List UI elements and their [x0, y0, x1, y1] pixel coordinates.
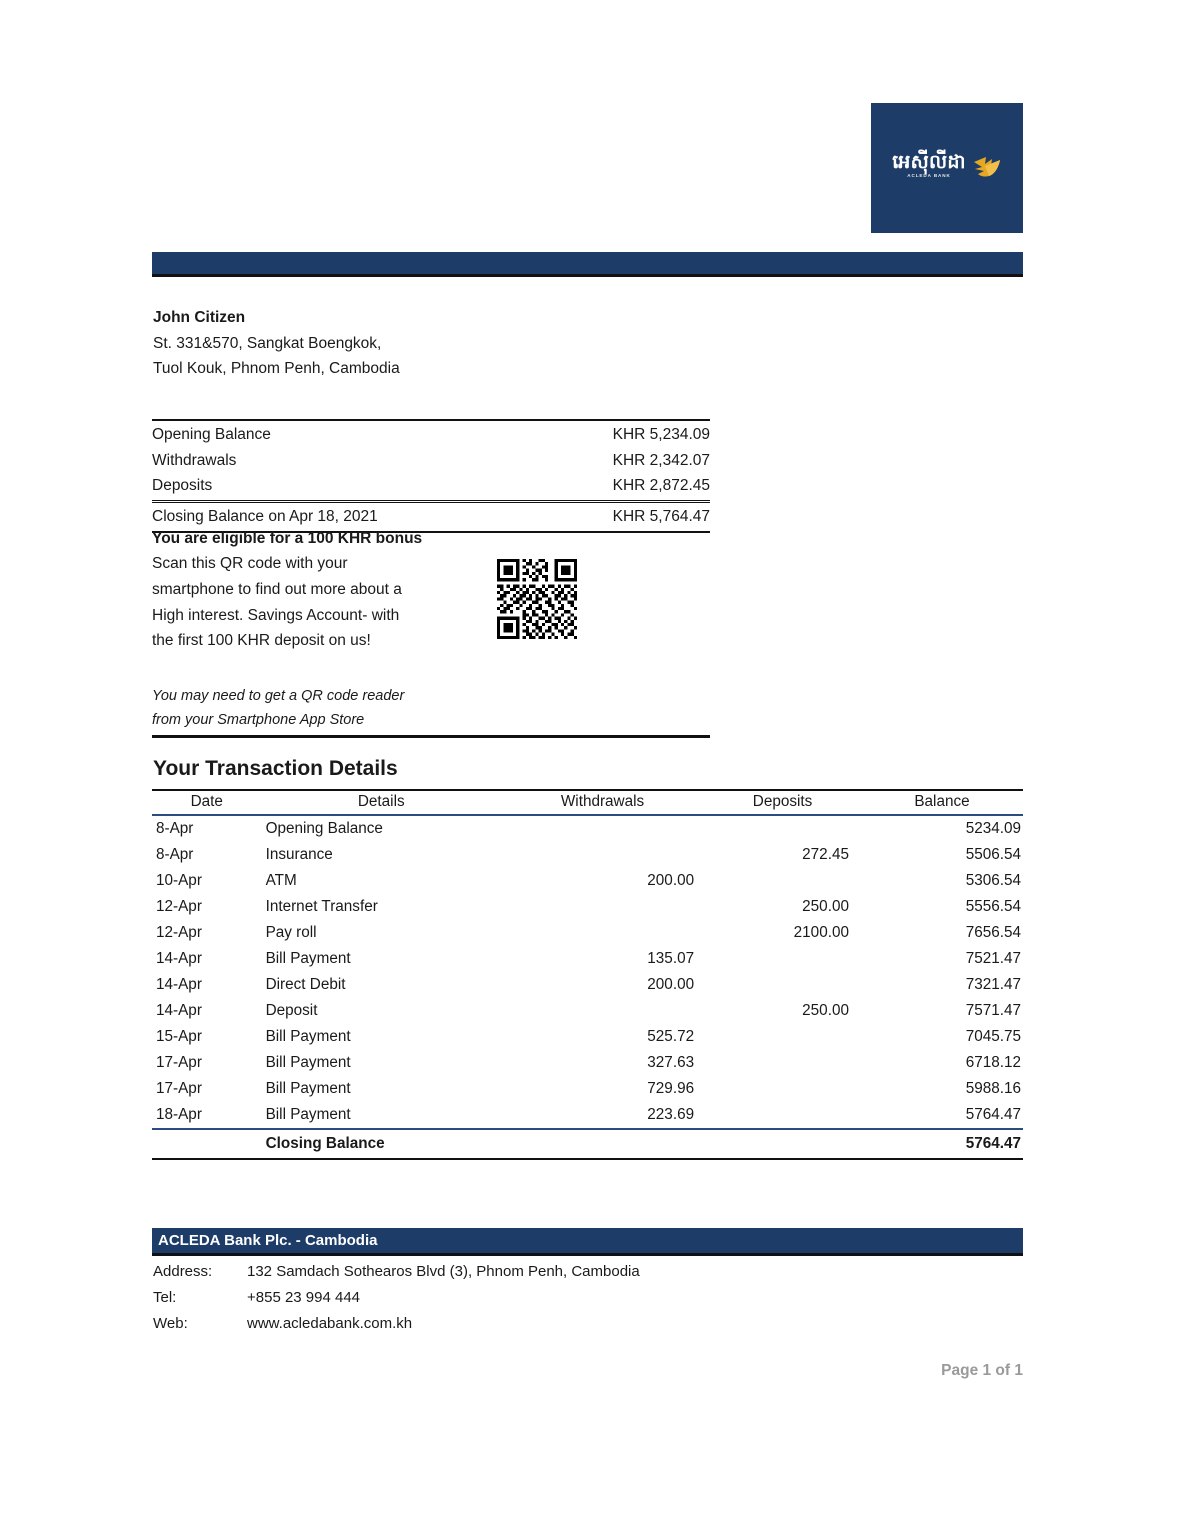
cell-deposits	[704, 1129, 861, 1159]
cell-withdrawals	[501, 894, 704, 920]
footer-tel-label: Tel:	[153, 1289, 177, 1306]
cell-balance: 5988.16	[965, 1080, 1021, 1097]
promo-heading: You are eligible for a 100 KHR bonus	[152, 530, 423, 547]
summary-row-withdrawals	[152, 448, 710, 474]
cell-withdrawals	[501, 998, 704, 1024]
cell-balance: 7571.47	[965, 1002, 1021, 1019]
column-header-details: Details	[262, 790, 501, 815]
promo-bottom-divider	[152, 735, 710, 738]
summary-row-opening	[152, 422, 710, 448]
cell-date: 14-Apr	[156, 976, 202, 993]
footer-web-value[interactable]: www.acledabank.com.kh	[247, 1315, 413, 1332]
cell-date: 12-Apr	[156, 924, 202, 941]
summary-mid-divider	[152, 500, 710, 504]
logo-inner	[892, 153, 1002, 179]
table-row	[152, 1076, 1023, 1102]
transactions-table-body	[152, 815, 1023, 1159]
cell-date: 17-Apr	[156, 1080, 202, 1097]
cell-date: 18-Apr	[152, 1102, 262, 1129]
column-header-date: Date	[152, 790, 262, 815]
customer-address-line-2: Tuol Kouk, Phnom Penh, Cambodia	[153, 360, 400, 377]
page-number: Page 1 of 1	[941, 1362, 1023, 1379]
cell-deposits	[704, 1102, 861, 1129]
closing-balance-row	[152, 1129, 1023, 1159]
column-header-deposits: Deposits	[704, 790, 861, 815]
cell-deposits: 250.00	[802, 1002, 849, 1019]
header-bar	[152, 252, 1023, 277]
cell-balance: 7656.54	[965, 924, 1021, 941]
table-row	[152, 815, 1023, 842]
summary-amount-closing: KHR 5,764.47	[612, 508, 710, 526]
cell-deposits	[704, 1050, 861, 1076]
summary-label-withdrawals: Withdrawals	[152, 451, 237, 469]
qr-promo-block	[152, 526, 710, 738]
summary-label-closing: Closing Balance on Apr 18, 2021	[152, 508, 378, 526]
cell-deposits	[704, 1024, 861, 1050]
cell-date: 14-Apr	[156, 950, 202, 967]
cell-date: 12-Apr	[156, 898, 202, 915]
cell-balance: 5764.47	[861, 1129, 1023, 1159]
transactions-table-wrap	[152, 789, 1023, 1160]
transactions-table	[152, 789, 1023, 1160]
cell-balance: 6718.12	[965, 1054, 1021, 1071]
cell-deposits	[704, 815, 861, 842]
table-row	[152, 920, 1023, 946]
footer-address-value: 132 Samdach Sothearos Blvd (3), Phnom Penh, Cambodia	[247, 1263, 640, 1280]
acleda-logo	[871, 103, 1023, 233]
cell-balance: 7321.47	[965, 976, 1021, 993]
column-header-balance: Balance	[861, 790, 1023, 815]
cell-balance: 5506.54	[965, 846, 1021, 863]
footer-address-label: Address:	[153, 1263, 213, 1280]
cell-deposits	[704, 946, 861, 972]
table-row	[152, 868, 1023, 894]
qr-note-line-2: from your Smartphone App Store	[152, 712, 365, 729]
cell-date: 14-Apr	[156, 1002, 202, 1019]
cell-details: Bill Payment	[265, 950, 351, 967]
cell-details: Direct Debit	[265, 976, 346, 993]
summary-label-deposits: Deposits	[152, 477, 213, 495]
cell-balance: 7045.75	[965, 1028, 1021, 1045]
table-row	[152, 1024, 1023, 1050]
promo-text	[152, 551, 497, 654]
cell-details: ATM	[265, 872, 297, 889]
table-row	[152, 1102, 1023, 1129]
column-header-withdrawals: Withdrawals	[501, 790, 704, 815]
cell-withdrawals: 200.00	[647, 872, 695, 889]
table-row	[152, 842, 1023, 868]
cell-deposits: 250.00	[802, 898, 849, 915]
cell-withdrawals: 729.96	[647, 1080, 695, 1097]
cell-date: 8-Apr	[156, 846, 194, 863]
footer-address-row	[153, 1259, 640, 1285]
footer-web-row	[153, 1311, 640, 1337]
table-row	[152, 894, 1023, 920]
summary-amount-opening: KHR 5,234.09	[612, 426, 710, 443]
cell-details: Bill Payment	[265, 1080, 351, 1097]
cell-deposits	[704, 972, 861, 998]
cell-balance: 5556.54	[965, 898, 1021, 915]
cell-balance: 5764.47	[861, 1102, 1023, 1129]
footer-web-label: Web:	[153, 1315, 188, 1332]
cell-withdrawals: 135.07	[647, 950, 695, 967]
promo-line-2: smartphone to find out more about a	[152, 580, 402, 598]
cell-details: Internet Transfer	[265, 898, 378, 915]
cell-balance: 5234.09	[965, 820, 1021, 837]
promo-line-1: Scan this QR code with your	[152, 555, 348, 572]
footer-bank-bar	[152, 1228, 1023, 1256]
logo-khmer-text: អេស៊ីលីដា	[892, 151, 966, 174]
cell-deposits: 2100.00	[793, 924, 849, 941]
qr-reader-note	[152, 684, 710, 732]
promo-body	[152, 551, 710, 654]
cell-date: 15-Apr	[156, 1028, 202, 1045]
footer-bank-name: ACLEDA Bank Plc. - Cambodia	[158, 1232, 378, 1249]
qr-code-icon[interactable]	[497, 559, 577, 639]
promo-line-3: High interest. Savings Account- with	[152, 606, 400, 624]
table-row	[152, 972, 1023, 998]
cell-details: Closing Balance	[262, 1129, 501, 1159]
cell-balance: 7521.47	[965, 950, 1021, 967]
summary-row-deposits	[152, 473, 710, 499]
table-row	[152, 946, 1023, 972]
account-summary	[152, 419, 710, 533]
customer-name: John Citizen	[153, 309, 246, 326]
customer-address-block	[153, 305, 400, 382]
cell-details: Pay roll	[265, 924, 317, 941]
table-row	[152, 1050, 1023, 1076]
footer-tel-value: +855 23 994 444	[247, 1289, 361, 1306]
footer-tel-row	[153, 1285, 640, 1311]
cell-date: 8-Apr	[156, 820, 194, 837]
cell-details: Opening Balance	[265, 820, 383, 837]
logo-latin-subtext: ACLEDA BANK	[907, 173, 951, 179]
summary-amount-withdrawals: KHR 2,342.07	[612, 451, 710, 469]
cell-details: Insurance	[265, 846, 333, 863]
summary-label-opening: Opening Balance	[152, 426, 271, 443]
promo-line-4: the first 100 KHR deposit on us!	[152, 632, 371, 650]
cell-date: 17-Apr	[156, 1054, 202, 1071]
cell-withdrawals	[501, 815, 704, 842]
cell-deposits	[704, 868, 861, 894]
customer-address-line-1: St. 331&570, Sangkat Boengkok,	[153, 334, 382, 352]
transactions-table-head	[152, 790, 1023, 815]
cell-details: Deposit	[265, 1002, 318, 1019]
cell-date	[152, 1129, 262, 1159]
cell-withdrawals	[501, 1129, 704, 1159]
cell-withdrawals	[501, 842, 704, 868]
bird-logo-icon	[972, 153, 1002, 179]
cell-withdrawals: 223.69	[501, 1102, 704, 1129]
cell-withdrawals: 200.00	[647, 976, 695, 993]
page-title: Your Transaction Details	[153, 757, 398, 780]
cell-withdrawals	[501, 920, 704, 946]
cell-details: Bill Payment	[265, 1028, 351, 1045]
cell-deposits	[704, 1076, 861, 1102]
summary-top-divider	[152, 419, 710, 421]
cell-withdrawals: 327.63	[647, 1054, 695, 1071]
logo-text-group	[892, 153, 966, 179]
cell-details: Bill Payment	[265, 1054, 351, 1071]
footer-contact-info	[153, 1259, 640, 1337]
summary-amount-deposits: KHR 2,872.45	[612, 477, 710, 495]
cell-date: 10-Apr	[156, 872, 202, 889]
cell-balance: 5306.54	[965, 872, 1021, 889]
cell-deposits: 272.45	[802, 846, 849, 863]
table-header-row	[152, 790, 1023, 815]
table-row	[152, 998, 1023, 1024]
cell-withdrawals: 525.72	[647, 1028, 695, 1045]
qr-note-line-1: You may need to get a QR code reader	[152, 688, 405, 705]
cell-details: Bill Payment	[262, 1102, 501, 1129]
